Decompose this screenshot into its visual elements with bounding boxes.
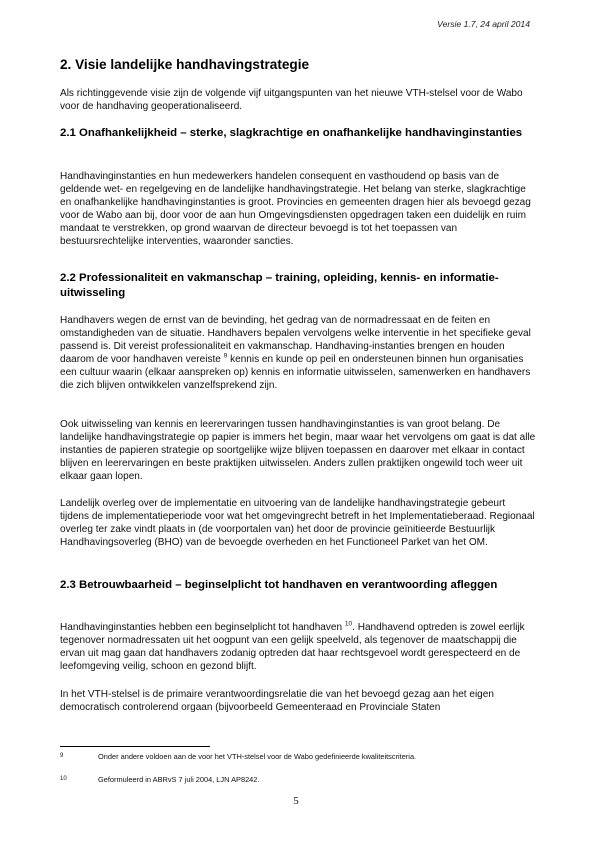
section-heading: 2.2 Professionaliteit en vakmanschap – training, opleiding, kennis- en informatie-uitwisseling (60, 272, 499, 299)
section-heading: 2.3 Betrouwbaarheid – beginselplicht tot handhaven en verantwoording afleggen (60, 579, 498, 591)
version-header: Versie 1.7, 24 april 2014 (437, 19, 530, 29)
section-heading: 2.1 Onafhankelijkheid – sterke, slagkrachtige en onafhankelijke handhavinginstanties (60, 127, 523, 139)
intro-paragraph: Als richtinggevende visie zijn de volgende vijf uitgangspunten van het nieuwe VTH-stelsel voor de Wabo voor de handhaving geoperationaliseerd. (60, 88, 523, 113)
footnote-divider (60, 746, 210, 747)
body-paragraph: Handhavinginstanties hebben een beginselplicht tot handhaven $^{10}$. Handhavend optreden is zowel eerlijk tegenover normadressaten uit het oogpunt van een gelijk speelveld, als tegenover de maatschappij die ervan uit mag gaan dat handhavers zodanig optreden dat haar rechtsgevoel wordt gerespecteerd en de leefomgeving veilig, schoon en gezond blijft. (60, 620, 525, 673)
chapter-title: 2. Visie landelijke handhavingstrategie (60, 57, 310, 72)
footnote-number: 10 (60, 776, 67, 782)
body-paragraph: Ook uitwisseling van kennis en leerervaringen tussen handhavinginstanties is van groot belang. De landelijke handhavingstrategie op papier is immers het begin, maar waar het vervolgens om gaat is dat alle instanties de papieren strategie op soortgelijke wijze blijven toepassen en daarover met elkaar in contact blijven en leerervaringen en beste praktijken uitwisselen. Anders zullen praktijken ongewild toch weer uit elkaar gaan lopen. (60, 419, 536, 483)
footnote-ref: 10 (344, 620, 353, 628)
body-paragraph: Handhavers wegen de ernst van de bevinding, het gedrag van de normadressaat en de feiten en omstandigheden van de situatie. Handhavers bepalen vervolgens welke interventie in het specifieke geval passend is. Dit vereist professionaliteit en vakmanschap. Handhaving-instanties brengen en houden daarom de voor handhaven vereiste $^9$ kennis en kunde op peil en ondersteunen binnen hun organisaties een cultuur waarin (elkaar aanspreken op) kennis en informatie uitwisselen, samenwerken en handhavers die zich blijven ontwikkelen vanzelfsprekend zijn. (60, 315, 531, 392)
footnote (60, 775, 530, 787)
body-paragraph: Handhavinginstanties en hun medewerkers handelen consequent en vasthoudend op basis van de geldende wet- en regelgeving en de landelijke handhavingstrategie. Het belang van sterke, slagkrachtige en onafhankelijke handhavinginstanties is groot. Provincies en gemeenten dragen hier als bevoegd gezag voor de Wabo aan bij, door voor de aan hun Omgevingsdiensten opgedragen taken een duidelijk en ruim mandaat te verstrekken, op grond waarvan de directeur bevoegd is tot het toepassen van bestuursrechtelijke interventies, waaronder sancties. (60, 171, 531, 248)
body-paragraph: Landelijk overleg over de implementatie en uitvoering van de landelijke handhavingstrategie gebeurt tijdens de implementatieperiode voor wat het omgevingrecht betreft in het Implementatieberaad. Regionaal overleg ter zake vindt plaats in (de voorportalen van) het door de provincie geïnitieerde Bestuurlijk Handhavingsoverleg (BHO) van de bevoegde overheden en het Functioneel Parket van het OM. (60, 498, 535, 549)
page-number: 5 (293, 795, 299, 807)
body-paragraph: In het VTH-stelsel is de primaire verantwoordingsrelatie die van het bevoegd gezag aan het eigen democratisch controlerend orgaan (bijvoorbeeld Gemeenteraad en Provinciale Staten (60, 689, 494, 714)
footnote-text: Onder andere voldoen aan de voor het VTH-stelsel voor de Wabo gedefinieerde kwaliteitscriteria. (98, 752, 417, 761)
footnote-number: 9 (60, 753, 64, 759)
footnote-text: Geformuleerd in ABRvS 7 juli 2004, LJN AP8242. (98, 775, 260, 784)
footnote-ref: 9 (223, 352, 228, 360)
footnote (60, 752, 530, 772)
